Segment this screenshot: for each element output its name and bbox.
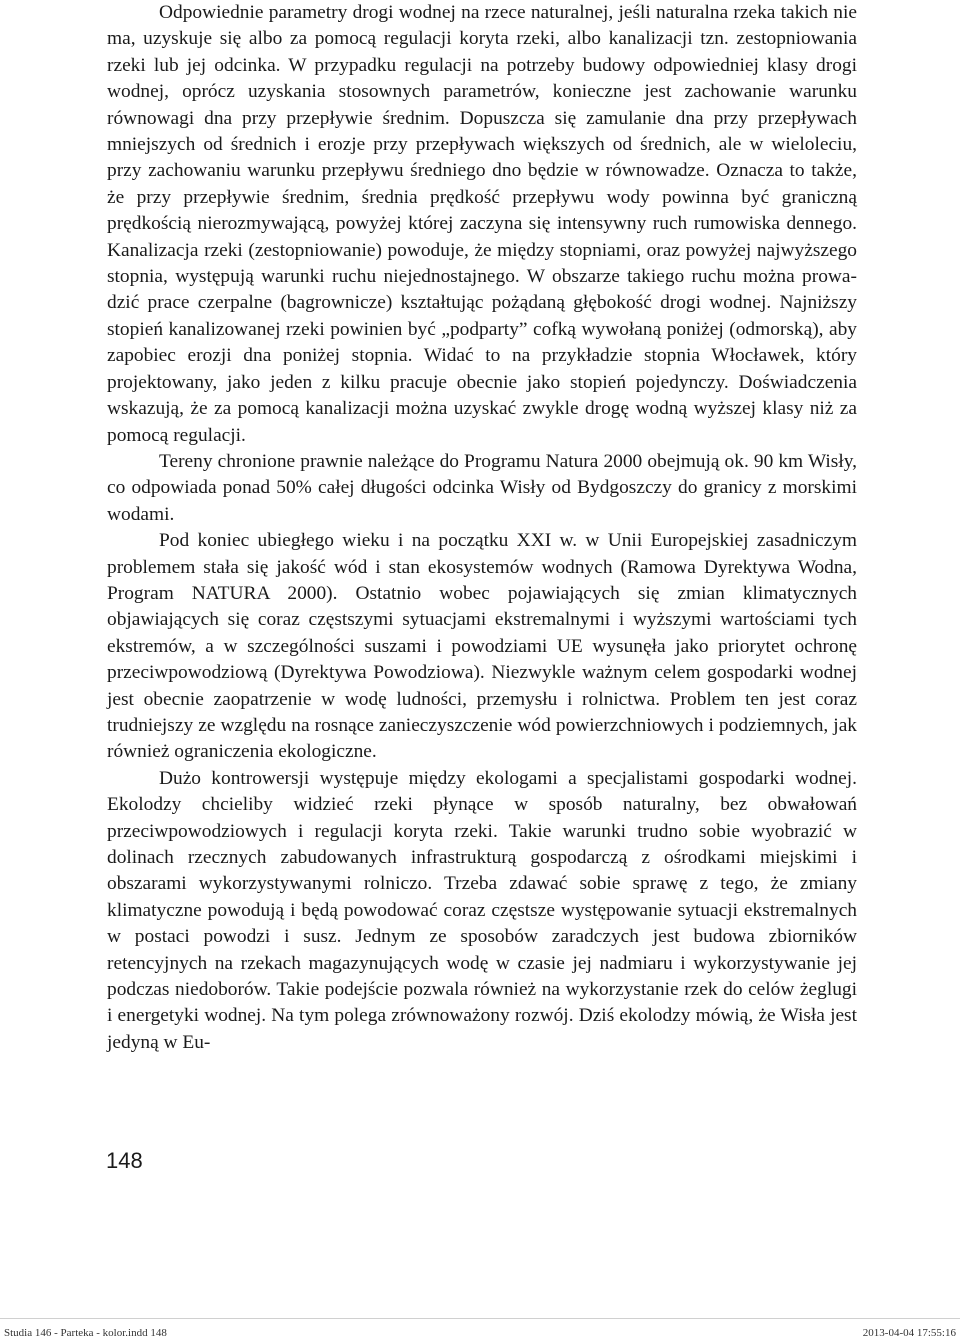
- footer-divider: [0, 1318, 960, 1319]
- footer-timestamp: 2013-04-04 17:55:16: [862, 1327, 956, 1339]
- main-text-column: [107, 0, 857, 1056]
- page-number: 148: [106, 1148, 143, 1173]
- footer-file-info: Studia 146 - Parteka - kolor.indd 148: [4, 1327, 167, 1339]
- paragraph-1: Odpowiednie parametry drogi wodnej na rzece naturalnej, jeśli naturalna rzeka takich nie ma, uzyskuje się albo za pomocą regulacji koryta rzeki, albo kanalizacji tzn. zestopniowania rzeki lub jej odcinka. W przypadku regulacji na potrzeby budowy odpowiedniej klasy drogi wodnej, oprócz uzyskania stosownych parametrów, konieczne jest zachowanie warunku równowagi dna przy przepływie średnim. Dopuszcza się zamulanie dna przy przepływach mniejszych od średnich i erozje przy przepływach większych od średnich, ale w wieloleciu, przy zachowaniu warunku przepływu średniego dno będzie w równowadze. Oznacza to także, że przy przepływie średnim, średnia prędkość przepływu wody powinna być graniczną prędkością nierozmywającą, powyżej której zaczyna się intensywny ruch rumowiska dennego. Kanalizacja rzeki (zestopniowanie) powoduje, że między stopniami, oraz powyżej najwyższego stopnia, występują warunki ruchu niejednostajnego. W obszarze takiego ruchu można prowadzić prace czerpalne (bagrownicze) kształtując pożądaną głębokość drogi wodnej. Najniższy stopień kanalizowanej rzeki powinien być „podparty” cofką wywołaną poniżej (odmorską), aby zapobiec erozji dna poniżej stopnia. Widać to na przykładzie stopnia Włocławek, który projektowany, jako jeden z kilku pracuje obecnie jako stopień pojedynczy. Doświadczenia wskazują, że za pomocą kanalizacji można uzyskać zwykle drogę wodną wyższej klasy niż za pomocą regulacji.: [107, 2, 857, 446]
- paragraph-3: Pod koniec ubiegłego wieku i na początku XXI w. w Unii Europejskiej zasadniczym problemem stała się jakość wód i stan ekosystemów wodnych (Ramowa Dyrektywa Wodna, Program NATURA 2000). Ostatnio wobec pojawiających się zmian klimatycznych objawiających się coraz częstszymi sytuacjami ekstremalnymi i wyższymi wartościami tych ekstremów, a w szczególności suszami i powodziami UE wysunęła jako priorytet ochronę przeciwpowodziową (Dyrektywa Powodziowa). Niezwykle ważnym celem gospodarki wodnej jest obecnie zaopatrzenie w wodę ludności, przemysłu i rolnictwa. Problem ten jest coraz trudniejszy ze względu na rosnące zanieczyszczenie wód powierzchniowych i podziemnych, jak również ograniczenia ekologiczne.: [107, 530, 857, 763]
- paragraph-2: Tereny chronione prawnie należące do Programu Natura 2000 obejmują ok. 90 km Wisły, co odpowiada ponad 50% całej długości odcinka Wisły od Bydgoszczy do granicy z morskimi wodami.: [107, 450, 857, 525]
- paragraph-4: Dużo kontrowersji występuje między ekologami a specjalistami gospodarki wodnej. Ekolodzy chcieliby widzieć rzeki płynące w sposób naturalny, bez obwałowań przeciwpowodziowych i regulacji koryta rzeki. Takie warunki trudno sobie wyobrazić w dolinach rzecznych zabudowanych infrastrukturą gospodarczą z ośrodkami miejskimi i obszarami wykorzystywanymi rolniczo. Trzeba zdawać sobie sprawę z tego, że zmiany klimatyczne powodują i będą powodować coraz częstsze występowanie sytuacji ekstremalnych w postaci powodzi i susz. Jednym ze sposobów zaradczych jest budowa zbiorników retencyjnych na rzekach magazynujących wodę w czasie jej nadmiaru i wykorzystywanie jej podczas niedoborów. Takie podejście pozwala również na wykorzystanie rzek do celów żeglugi i energetyki wodnej. Na tym polega zrównoważony rozwój. Dziś ekolodzy mówią, że Wisła jest jedyną w Eu-: [107, 767, 857, 1053]
